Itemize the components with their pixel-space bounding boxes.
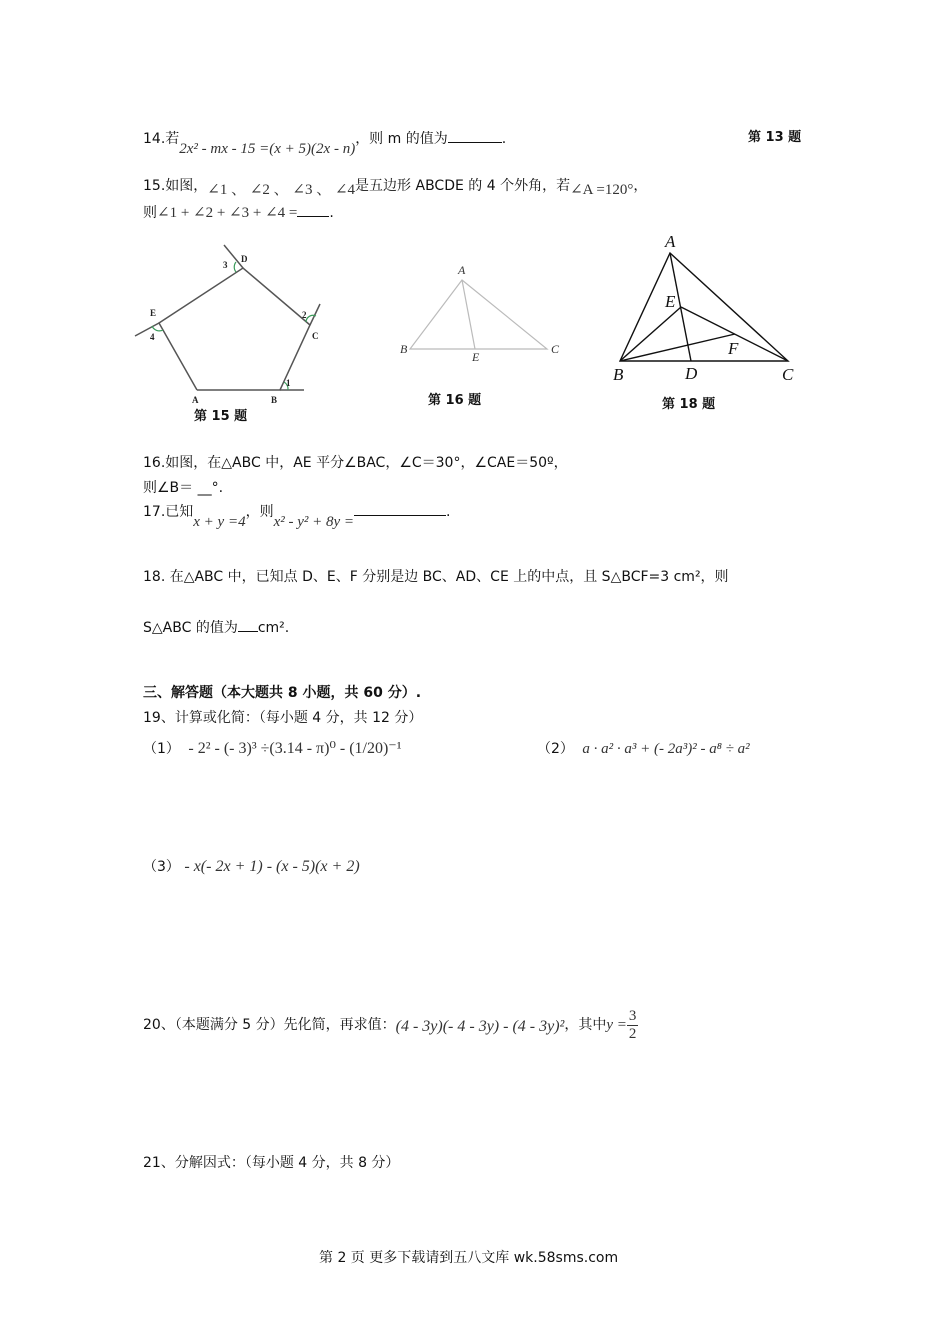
fig15-ext-bc <box>310 304 320 325</box>
q18-line2 <box>143 617 289 637</box>
q19-2-math: a · a² · a³ + (- 2a³)² - a⁸ ÷ a² <box>582 741 750 757</box>
page-footer: 第 2 页 更多下载请到五八文库 wk.58sms.com <box>319 1250 619 1266</box>
q19-1 <box>143 738 402 758</box>
q17-end: . <box>446 504 451 520</box>
q17-blank <box>354 501 446 516</box>
fig15-pt-c: C <box>312 331 319 341</box>
q17 <box>143 501 451 530</box>
q19-3 <box>143 856 360 876</box>
fig16-label: 第 16 题 <box>428 393 482 408</box>
q17-math2: x² - y² + 8y = <box>273 514 355 530</box>
fig18-diagram <box>605 230 805 390</box>
q17-math1: x + y =4 <box>193 514 246 530</box>
q19-1-math: - 2² - (- 3)³ ÷(3.14 - π)⁰ - (1/20)⁻¹ <box>188 740 402 757</box>
fig15-pentagon <box>159 268 310 390</box>
q20-den: 2 <box>628 1025 637 1042</box>
q14-blank <box>448 128 502 143</box>
q19-2-label: （2） <box>537 741 574 757</box>
q20-prefix: 20、（本题满分 5 分）先化简，再求值： <box>143 1017 396 1033</box>
q15-angles: ∠1 、 ∠2 、 ∠3 、 ∠4 <box>207 182 356 198</box>
fig15-angle1: 1 <box>286 378 291 388</box>
q20-mid: ，其中 <box>564 1017 607 1033</box>
fig18-line-bf <box>620 334 735 361</box>
q19-title: 19、计算或化简：（每小题 4 分，共 12 分） <box>143 710 423 726</box>
q19-3-label: （3） <box>143 859 180 875</box>
q14-end: . <box>501 131 507 147</box>
q18-line2-pre: S△ABC 的值为 <box>143 620 238 636</box>
fig16-bisector <box>462 280 475 349</box>
fig15-pt-b: B <box>271 395 278 405</box>
q17-mid: ，则 <box>245 504 274 520</box>
q18-blank <box>238 617 258 632</box>
fig13-label: 第 13 题 <box>748 130 802 145</box>
q14-suffix: ，则 m 的值为 <box>355 131 448 147</box>
fig15-diagram <box>130 240 330 410</box>
q19-3-math: - x(- 2x + 1) - (x - 5)(x + 2) <box>184 858 360 875</box>
q16-line1: 16.如图，在△ABC 中，AE 平分∠BAC，∠C＝30°，∠CAE＝50º， <box>143 455 568 471</box>
q14-prefix: 14.若 <box>143 131 180 147</box>
fig18-pt-e: E <box>665 292 676 311</box>
fig15-angle2: 2 <box>302 310 307 320</box>
fig15-pt-e: E <box>150 308 157 318</box>
fig18-label: 第 18 题 <box>662 397 716 412</box>
section3-title: 三、解答题（本大题共 8 小题，共 60 分）. <box>143 685 422 701</box>
fig15-pt-d: D <box>241 254 248 264</box>
q15-prefix: 15.如图， <box>143 178 208 194</box>
q15-line2-end: . <box>329 205 334 221</box>
q20 <box>143 1008 638 1042</box>
q20-math: (4 - 3y)(- 4 - 3y) - (4 - 3y)² <box>395 1018 565 1035</box>
fig18-line-be <box>620 307 681 361</box>
q15-end1: ， <box>633 178 648 194</box>
fig15-angle4: 4 <box>150 332 155 342</box>
q19-2 <box>537 738 750 758</box>
q15-line1 <box>143 174 648 198</box>
q14-math: 2x² - mx - 15 =(x + 5)(2x - n) <box>179 141 356 157</box>
q17-prefix: 17.已知 <box>143 504 194 520</box>
fig15-angle3-arc <box>234 262 236 272</box>
q18-line1: 18. 在△ABC 中，已知点 D、E、F 分别是边 BC、AD、CE 上的中点，且 S△BCF=3 cm²，则 <box>143 569 729 585</box>
fig18-pt-f: F <box>728 339 739 358</box>
fig18-pt-b: B <box>613 365 624 384</box>
q15-condition: ∠A =120° <box>570 182 634 198</box>
fig15-pt-a: A <box>192 395 199 405</box>
q20-num: 3 <box>628 1008 637 1024</box>
fig16-diagram <box>395 260 570 365</box>
q20-fraction <box>627 1008 639 1042</box>
fig18-pt-a: A <box>665 232 676 251</box>
q18-line2-post: cm². <box>257 620 290 636</box>
q15-mid: 是五边形 ABCDE 的 4 个外角，若 <box>355 178 571 194</box>
fig15-label: 第 15 题 <box>194 409 248 424</box>
q21-title: 21、分解因式：（每小题 4 分，共 8 分） <box>143 1155 400 1171</box>
fig16-pt-a: A <box>458 263 466 277</box>
fig18-pt-c: C <box>782 365 794 384</box>
fig16-pt-b: B <box>400 342 408 356</box>
fig18-pt-d: D <box>685 364 698 383</box>
fig18-triangle <box>620 253 788 361</box>
q16-line2: 则∠B＝ __°. <box>143 480 224 496</box>
q15-line2-math: ∠1 + ∠2 + ∠3 + ∠4 = <box>157 205 298 221</box>
fig16-triangle <box>410 280 547 349</box>
q20-y: y = <box>606 1017 627 1033</box>
fig15-angle3: 3 <box>223 260 228 270</box>
fig16-pt-e: E <box>472 350 480 364</box>
q15-line2-prefix: 则 <box>143 205 157 221</box>
q19-1-label: （1） <box>143 741 180 757</box>
q15-blank <box>297 202 329 217</box>
fig16-pt-c: C <box>551 342 560 356</box>
q15-line2 <box>143 202 334 222</box>
q14 <box>143 128 507 157</box>
